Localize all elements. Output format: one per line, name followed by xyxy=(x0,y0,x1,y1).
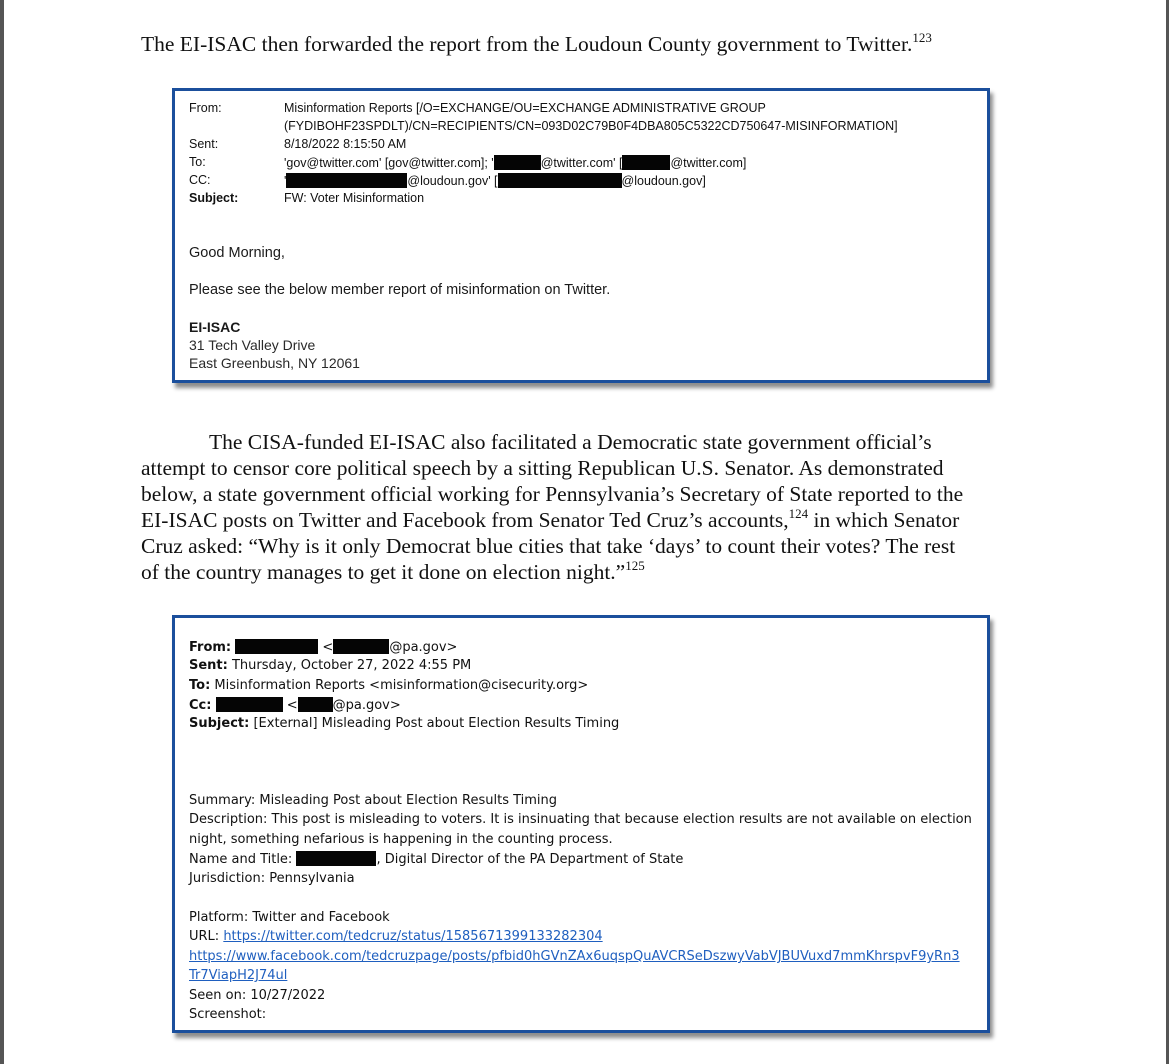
url-line xyxy=(189,929,603,944)
sent-value: 8/18/2022 8:15:50 AM xyxy=(284,137,407,151)
redaction-bar xyxy=(622,155,670,170)
jurisdiction: Jurisdiction: Pennsylvania xyxy=(189,871,355,886)
cc-part-2: @loudoun.gov' [ xyxy=(407,174,498,188)
redaction-bar xyxy=(296,851,376,866)
intro-paragraph xyxy=(141,31,1021,57)
cc-part-3: @loudoun.gov] xyxy=(621,174,706,188)
subject-value: [External] Misleading Post about Election Results Timing xyxy=(249,716,620,731)
from-domain: @pa.gov> xyxy=(389,640,458,655)
to-value xyxy=(284,155,746,170)
to-label: To: xyxy=(189,678,211,693)
redaction-bar xyxy=(286,173,407,188)
screenshot-label: Screenshot: xyxy=(189,1007,267,1022)
line-text: The CISA-funded EI-ISAC also facilitated a Democratic state government official’s xyxy=(209,430,932,454)
paragraph-2-line-1 xyxy=(141,429,1021,455)
from-bracket: < xyxy=(318,640,334,655)
email-screenshot-pa xyxy=(172,615,990,1033)
line-text: in which Senator xyxy=(808,508,960,532)
cc-domain: @pa.gov> xyxy=(332,698,401,713)
to-part-2: @twitter.com' [ xyxy=(540,156,623,170)
sent-label: Sent: xyxy=(189,658,228,673)
pa-cc-line xyxy=(189,697,401,713)
page-edge-left xyxy=(0,0,4,1064)
paragraph-2-line-4 xyxy=(141,507,1021,533)
paragraph-2-line-6 xyxy=(141,559,1021,585)
intro-text: The EI-ISAC then forwarded the report from the Loudoun County government to Twitter. xyxy=(141,32,913,56)
description-line-1: Description: This post is misleading to voters. It is insinuating that because election results are not available on election xyxy=(189,812,972,827)
footnote-124: 124 xyxy=(788,506,809,521)
subject-label: Subject: xyxy=(189,191,239,205)
cc-bracket: < xyxy=(282,698,298,713)
pa-sent-line xyxy=(189,658,471,673)
line-text: of the country manages to get it done on election night.” xyxy=(141,560,626,584)
paragraph-2 xyxy=(141,429,1021,585)
to-part-3: @twitter.com] xyxy=(670,156,747,170)
email-body: Please see the below member report of misinformation on Twitter. xyxy=(189,282,611,298)
cc-value xyxy=(284,173,706,188)
email-screenshot-loudoun xyxy=(172,88,990,383)
subject-label: Subject: xyxy=(189,716,250,731)
redaction-bar xyxy=(235,639,318,654)
cc-label: Cc: xyxy=(189,698,212,713)
paragraph-2-line-5: Cruz asked: “Why is it only Democrat blue cities that take ‘days’ to count their votes? The rest xyxy=(141,534,956,558)
from-line-2: (FYDIBOHF23SPDLT)/CN=RECIPIENTS/CN=093D02C79B0F4DBA805C5322CD750647-MISINFORMATION] xyxy=(284,119,898,133)
to-value: Misinformation Reports <misinformation@cisecurity.org> xyxy=(210,678,589,693)
twitter-url-link[interactable]: https://twitter.com/tedcruz/status/1585671399133282304 xyxy=(223,929,603,944)
summary: Summary: Misleading Post about Election Results Timing xyxy=(189,793,558,808)
to-part-1: 'gov@twitter.com' [gov@twitter.com]; ' xyxy=(284,156,494,170)
facebook-url-link-line-1[interactable]: https://www.facebook.com/tedcruzpage/posts/pfbid0hGVnZAx6uqspQuAVCRSeDszwyVabVJBUVuxd7mmKhrspvF9yRn3 xyxy=(189,949,960,964)
signature-city: East Greenbush, NY 12061 xyxy=(189,355,360,371)
description-line-2: night, something nefarious is happening in the counting process. xyxy=(189,832,613,847)
greeting: Good Morning, xyxy=(189,245,285,261)
facebook-url-link-line-2[interactable]: Tr7ViapH2J74ul xyxy=(189,968,288,983)
subject-value: FW: Voter Misinformation xyxy=(284,191,425,205)
from-label: From: xyxy=(189,101,222,115)
name-title-value: , Digital Director of the PA Department of State xyxy=(376,852,684,867)
pa-to-line xyxy=(189,678,588,693)
redaction-bar xyxy=(216,697,283,712)
signature-org: EI-ISAC xyxy=(189,319,241,335)
sent-label: Sent: xyxy=(189,137,219,151)
signature-street: 31 Tech Valley Drive xyxy=(189,337,316,353)
paragraph-2-line-3: below, a state government official working for Pennsylvania’s Secretary of State reported to the xyxy=(141,482,964,506)
cc-label: CC: xyxy=(189,173,211,187)
redaction-bar xyxy=(494,155,541,170)
from-line-1: Misinformation Reports [/O=EXCHANGE/OU=EXCHANGE ADMINISTRATIVE GROUP xyxy=(284,101,766,115)
redaction-bar xyxy=(333,639,389,654)
footnote-125: 125 xyxy=(625,558,645,573)
pa-subject-line xyxy=(189,716,619,731)
platform: Platform: Twitter and Facebook xyxy=(189,910,390,925)
seen-on: Seen on: 10/27/2022 xyxy=(189,988,326,1003)
line-text: EI-ISAC posts on Twitter and Facebook from Senator Ted Cruz’s accounts, xyxy=(141,508,789,532)
footnote-123: 123 xyxy=(912,30,932,45)
pa-from-line xyxy=(189,639,457,655)
to-label: To: xyxy=(189,155,206,169)
from-label: From: xyxy=(189,640,232,655)
url-label: URL: xyxy=(189,929,224,944)
sent-value: Thursday, October 27, 2022 4:55 PM xyxy=(227,658,472,673)
redaction-bar xyxy=(298,697,333,712)
redaction-bar xyxy=(498,173,622,188)
cc-part-1: ' xyxy=(284,174,287,188)
paragraph-2-line-2: attempt to censor core political speech by a sitting Republican U.S. Senator. As demonstrated xyxy=(141,456,944,480)
name-and-title xyxy=(189,851,683,867)
name-title-label: Name and Title: xyxy=(189,852,297,867)
